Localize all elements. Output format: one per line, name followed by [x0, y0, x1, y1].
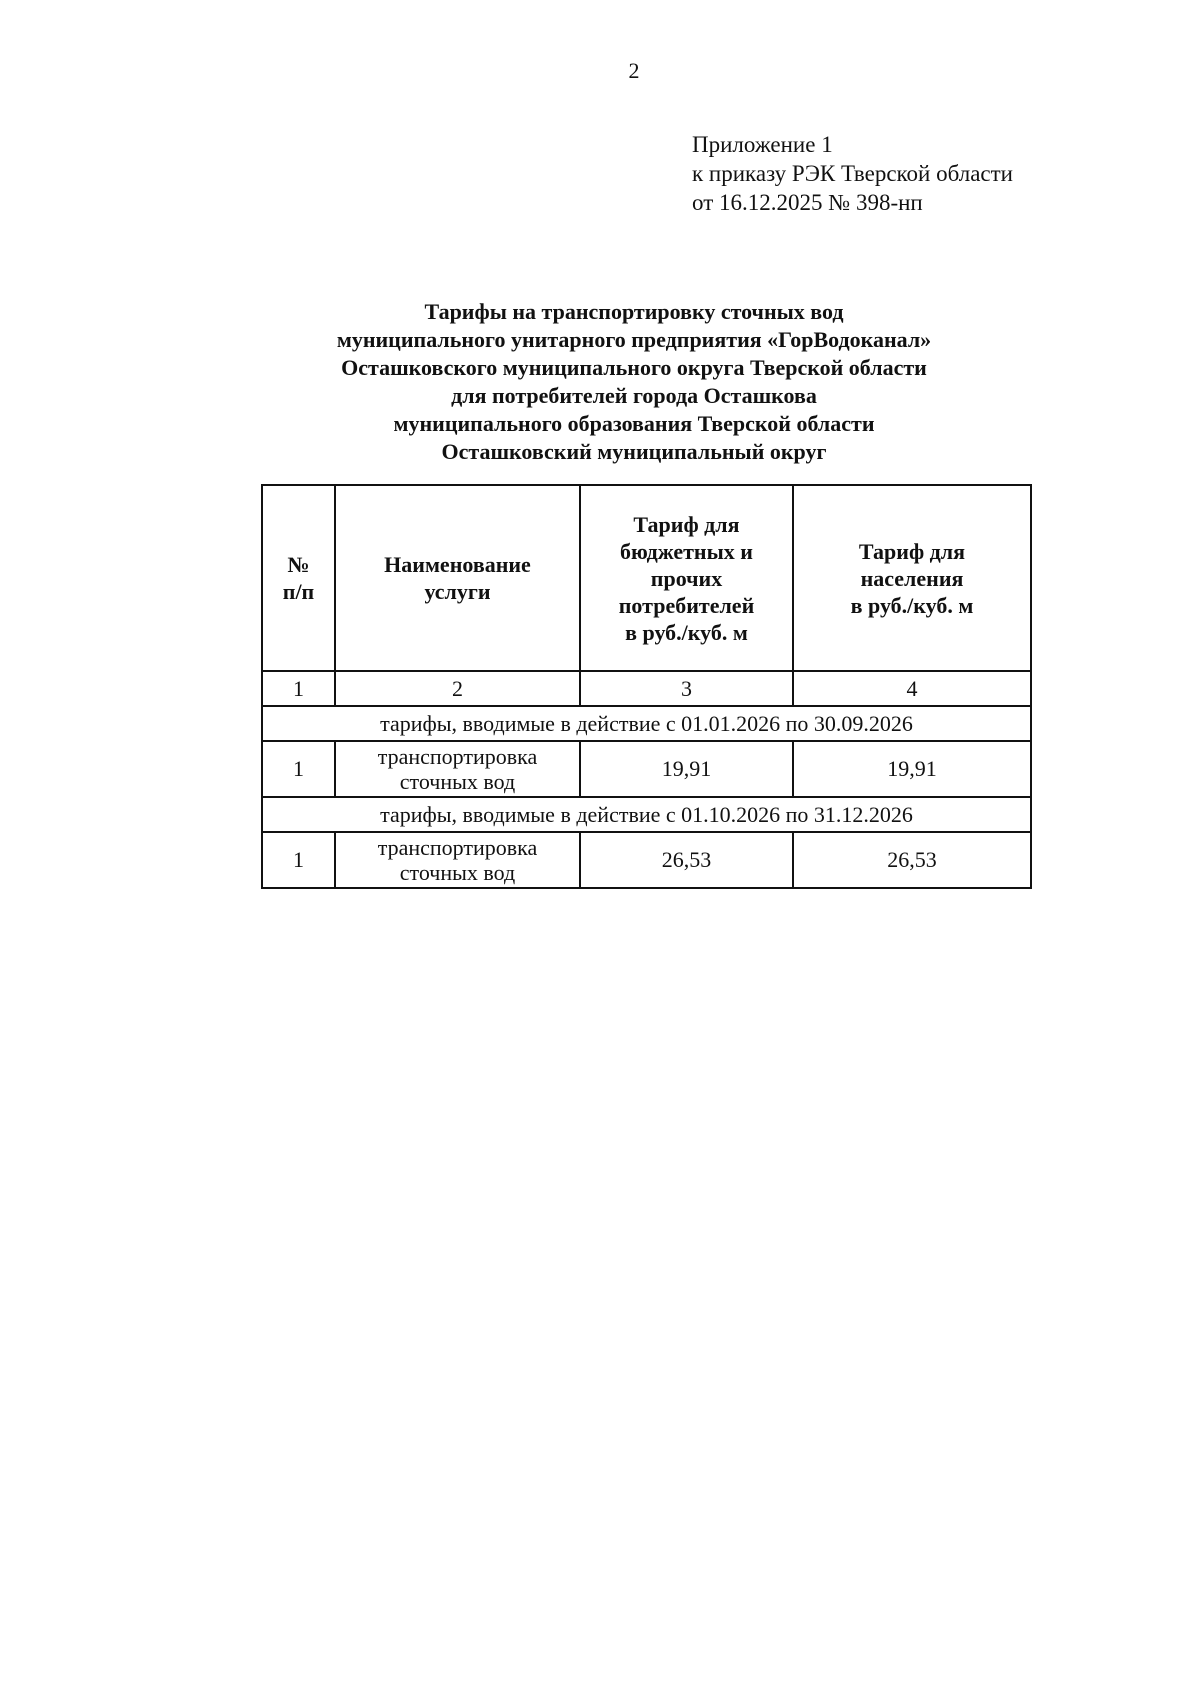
column-number: 3 [580, 671, 793, 706]
tariff-budget-value: 26,53 [580, 832, 793, 888]
header-service-name: Наименование услуги [335, 485, 580, 671]
page-number: 2 [628, 58, 640, 83]
title-line-6: Осташковский муниципальный округ [441, 439, 827, 464]
appendix-reference [692, 130, 1013, 217]
column-number: 2 [335, 671, 580, 706]
period-row [262, 797, 1031, 832]
table-row [262, 741, 1031, 797]
title-line-4: для потребителей города Осташкова [451, 383, 817, 408]
tariff-table [261, 484, 1032, 889]
tariff-population-value: 19,91 [793, 741, 1031, 797]
column-number: 1 [262, 671, 335, 706]
period-label: тарифы, вводимые в действие с 01.01.2026 по 30.09.2026 [262, 706, 1031, 741]
header-number: № п/п [262, 485, 335, 671]
appendix-order-date: от 16.12.2025 № 398-нп [692, 190, 923, 215]
appendix-order-line: к приказу РЭК Тверской области [692, 161, 1013, 186]
period-label: тарифы, вводимые в действие с 01.10.2026 по 31.12.2026 [262, 797, 1031, 832]
service-name: транспортировка сточных вод [335, 832, 580, 888]
tariff-population-value: 26,53 [793, 832, 1031, 888]
title-line-1: Тарифы на транспортировку сточных вод [424, 299, 844, 324]
row-number: 1 [262, 832, 335, 888]
table-header-row [262, 485, 1031, 671]
appendix-title: Приложение 1 [692, 132, 833, 157]
header-tariff-budget: Тариф для бюджетных и прочих потребителей в руб./куб. м [580, 485, 793, 671]
row-number: 1 [262, 741, 335, 797]
period-row [262, 706, 1031, 741]
header-tariff-population: Тариф для населения в руб./куб. м [793, 485, 1031, 671]
column-numbers-row [262, 671, 1031, 706]
title-line-5: муниципального образования Тверской области [393, 411, 875, 436]
tariff-budget-value: 19,91 [580, 741, 793, 797]
title-line-3: Осташковского муниципального округа Тверской области [341, 355, 927, 380]
service-name: транспортировка сточных вод [335, 741, 580, 797]
table-row [262, 832, 1031, 888]
column-number: 4 [793, 671, 1031, 706]
title-line-2: муниципального унитарного предприятия «ГорВодоканал» [336, 327, 932, 352]
document-title [0, 298, 1200, 466]
